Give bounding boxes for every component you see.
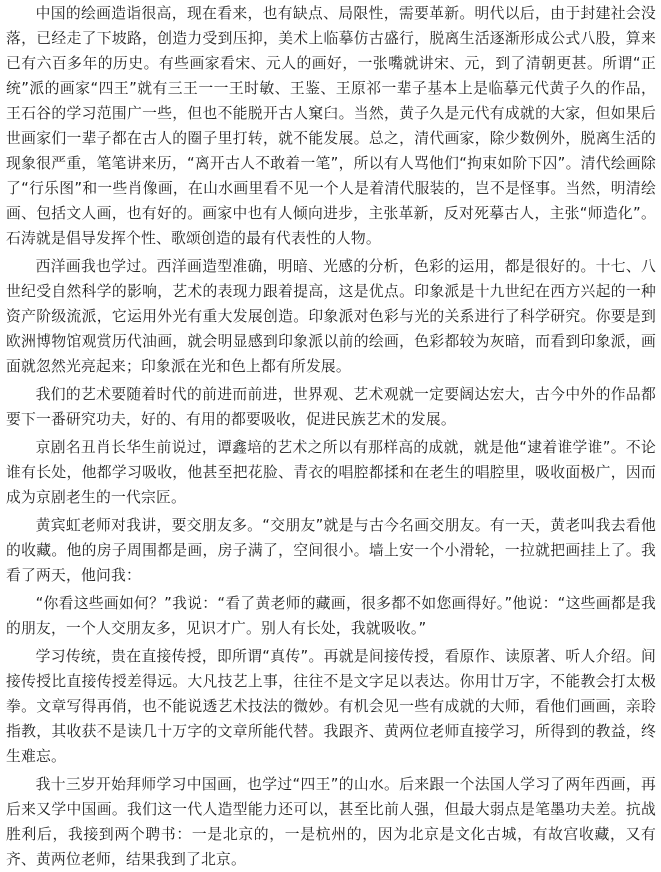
paragraph-western-painting: 西洋画我也学过。西洋画造型准确，明暗、光感的分析，色彩的运用，都是很好的。十七、八世纪受自然科学的影响，艺术的表现力跟着提高，这是优点。印象派是十九世纪在西方兴起的一种资产阶级流派，它运用外光有重大发展创造。印象派对色彩与光的关系进行了科学研究。你要是到欧洲博物馆观赏历代油画，就会明显感到印象派以前的绘画，色彩都较为灰暗，而看到印象派，画面就忽然光亮起来；印象派在光和色上都有所发展。 [6, 258, 656, 375]
paragraph-art-progress: 我们的艺术要随着时代的前进而前进，世界观、艺术观就一定要阔达宏大，古今中外的作品都要下一番研究功夫，好的、有用的都要吸收，促进民族艺术的发展。 [6, 386, 656, 428]
paragraph-personal-history: 我十三岁开始拜师学习中国画，也学过“四王”的山水。后来跟一个法国人学习了两年西画，再后来又学中国画。我们这一代人造型能力还可以，甚至比前人强，但最大弱点是笔墨功夫差。抗战胜利后，我接到两个聘书：一是北京的，一是杭州的，因为北京是文化古城，有故宫收藏，又有齐、黄两位老师，结果我到了北京。 [6, 776, 656, 868]
paragraph-dialogue: “你看这些画如何？”我说：“看了黄老师的藏画，很多都不如您画得好。”他说：“这些画都是我的朋友，一个人交朋友多，见识才广。别人有长处，我就吸收。” [6, 595, 656, 637]
paragraph-ming-qing-painting: 中国的绘画造诣很高，现在看来，也有缺点、局限性，需要革新。明代以后，由于封建社会没落，已经走了下坡路，创造力受到压抑，美术上临摹仿古盛行，脱离生活逐渐形成公式八股，算来已有六百多年的历史。有些画家看宋、元人的画好，一张嘴就讲宋、元，到了清朝更甚。所谓“正统”派的画家“四王”就有三王一一王时敏、王鉴、王原祁一辈子基本上是临摹元代黄子久的作品，王石谷的学习范围广一些，但也不能脱开古人窠臼。当然，黄子久是元代有成就的大家，但如果后世画家们一辈子都在古人的圈子里打转，就不能发展。总之，清代画家，除少数例外，脱离生活的现象很严重，笔笔讲来历，“离开古人不敢着一笔”，所以有人骂他们“拘束如阶下囚”。清代绘画除了“行乐图”和一些肖像画，在山水画里看不见一个人是着清代服装的，岂不是怪事。当然，明清绘画、包括文人画，也有好的。画家中也有人倾向进步，主张革新，反对死摹古人，主张“师造化”。石涛就是倡导发挥个性、歌颂创造的最有代表性的人物。 [6, 5, 656, 247]
paragraph-learning-tradition: 学习传统，贵在直接传授，即所谓“真传”。再就是间接传授，看原作、读原著、听人介绍。间接传授比直接传授差得远。大凡技艺上事，往往不是文字足以表达。你用廿万字，不能教会打太极拳。文章写得再俏，也不能说透艺术技法的微妙。有机会见一些有成就的大师，看他们画画，亲聆指教，其收获不是读几十万字的文章所能代替。我跟齐、黄两位老师直接学习，所得到的教益，终生难忘。 [6, 648, 656, 765]
paragraph-peking-opera: 京剧名丑肖长华生前说过，谭鑫培的艺术之所以有那样高的成就，就是他“逮着谁学谁”。不论谁有长处，他都学习吸收，他甚至把花脸、青衣的唱腔都揉和在老生的唱腔里，吸收面极广，因而成为京剧老生的一代宗匠。 [6, 439, 656, 506]
paragraph-huang-binhong-visit: 黄宾虹老师对我讲，要交朋友多。“交朋友”就是与古今名画交朋友。有一天，黄老叫我去看他的收藏。他的房子周围都是画，房子满了，空间很小。墙上安一个小滑轮，一拉就把画挂上了。我看了两天，他问我： [6, 517, 656, 584]
